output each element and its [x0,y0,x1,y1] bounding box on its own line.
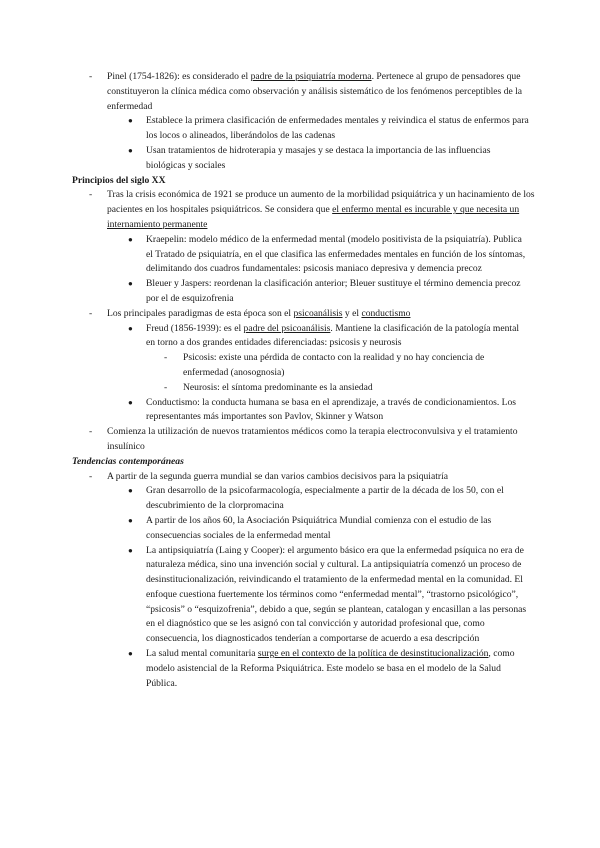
bullet-marker: ● [128,279,133,289]
bullet-item [0,514,600,544]
text: y el [342,307,362,319]
text: Gran desarrollo de la psicofarmacología, especialmente a partir de la década de los 50, con el descubrimiento de la clorpromacina [146,485,504,512]
bullet-item [0,647,600,691]
bullet-marker: ● [128,234,133,244]
text: La salud mental comunitaria [146,648,258,660]
sub-item [0,381,600,396]
list-item-crisis [0,188,600,232]
underlined-text: conductismo [361,307,411,319]
bullet-item [0,396,600,426]
bullet-marker: ● [128,649,133,659]
underlined-text: psicoanálisis [293,307,343,319]
text: Pinel (1754-1826): es considerado el [107,71,251,82]
text: . Mantiene la clasificación de la patología mental en torno a dos grandes entidades diferenciadas: psicosis y neurosis [146,322,519,349]
bullet-marker: ● [128,397,133,407]
text: Los principales paradigmas de esta época son el [107,307,294,319]
section-heading: Tendencias contemporáneas [72,455,184,467]
dash-marker: - [89,426,93,438]
dash-marker: - [164,381,168,393]
text: La antipsiquiatría (Laing y Cooper): el argumento básico era que la enfermedad psíquica no era de naturaleza médica, sino una invención social y cultural. La antipsiquiatría comenzó un proceso de desinstitucionalización, reivindicando el tratamiento de la enfermedad mental en la comunidad. El enfoque cuestiona fuertemente los términos como “enfermedad mental”, “trastorno psicológico”, “psicosis” o “esquizofrenia”, debido a que, según se plantean, catalogan y encasillan a las personas en el diagnóstico que se les asignó con tal convicción y autoridad profesional que, como consecuencia, los diagnosticados tenderían a comportarse de acuerdo a esa descripción [146,544,527,645]
dash-marker: - [89,189,93,201]
sub-item [0,351,600,381]
bullet-item [0,277,600,307]
list-item-paradigmas [0,307,600,322]
bullet-marker: ● [128,515,133,525]
text: Conductismo: la conducta humana se basa en el aprendizaje, a través de condicionamientos. Los representantes más importantes son Pavlov, Skinner y Watson [146,396,517,423]
bullet-marker: ● [128,145,133,155]
text: Psicosis: existe una pérdida de contacto con la realidad y no hay conciencia de enfermedad (anosognosia) [183,352,485,378]
text: Neurosis: el síntoma predominante es la ansiedad [183,381,373,393]
dash-marker: - [89,470,93,482]
bullet-marker: ● [128,545,133,555]
list-item-tratamientos [0,425,600,455]
text: Freud (1856-1939): es el [146,322,244,334]
bullet-item [0,233,600,277]
list-item-guerra [0,470,600,485]
section-heading: Principios del siglo XX [72,174,166,186]
underlined-text: surge en el contexto de la política de desinstitucionalización [257,648,489,660]
underlined-text: el enfermo mental es incurable y que necesita un internamiento permanente [107,204,520,230]
text: . Pertenece al grupo de pensadores que constituyeron la clínica médica como observación y análisis sistemático de los fenómenos perceptibles de la enfermedad [107,71,523,112]
underlined-text: padre de la psiquiatría moderna [250,71,372,82]
bullet-marker: ● [128,323,133,333]
bullet-marker: ● [128,116,133,126]
text: A partir de la segunda guerra mundial se dan varios cambios decisivos para la psiquiatría [107,470,449,482]
text: Usan tratamientos de hidroterapia y masajes y se destaca la importancia de las influencias biológicas y sociales [146,144,491,171]
text: Kraepelin: modelo médico de la enfermedad mental (modelo positivista de la psiquiatría). Publica el Tratado de psiquiatría, en el que clasifica las enfermedades mentales en función de los síntomas, delimitando dos cuadros fundamentales: psicosis maniaco depresiva y demencia precoz [146,233,526,275]
bullet-item [0,322,600,352]
bullet-item [0,114,600,144]
dash-marker: - [89,71,93,82]
text: , como modelo asistencial de la Reforma Psiquiátrica. Este modelo se basa en el modelo de la Salud Pública. [146,648,515,689]
dash-marker: - [89,307,93,319]
bullet-item [0,484,600,514]
list-item-pinel [0,70,600,114]
text: Establece la primera clasificación de enfermedades mentales y reivindica el status de enfermos para los locos o alineados, liberándolos de las cadenas [146,115,529,142]
bullet-item [0,544,600,648]
underlined-text: padre del psicoanálisis [243,322,331,334]
text: A partir de los años 60, la Asociación Psiquiátrica Mundial comienza con el estudio de las consecuencias sociales de la enfermedad mental [146,514,492,541]
text: Tras la crisis económica de 1921 se produce un aumento de la morbilidad psiquiátrica y un hacinamiento de los pacientes en los hospitales psiquiátricos. Se considera que [107,189,535,216]
bullet-item [0,144,600,174]
text: Bleuer y Jaspers: reordenan la clasificación anterior; Bleuer sustituye el término demencia precoz por el de esquizofrenia [146,278,521,304]
text: Comienza la utilización de nuevos tratamientos médicos como la terapia electroconvulsiva y el tratamiento insulínico [107,426,518,452]
dash-marker: - [164,352,168,364]
bullet-marker: ● [128,486,133,496]
